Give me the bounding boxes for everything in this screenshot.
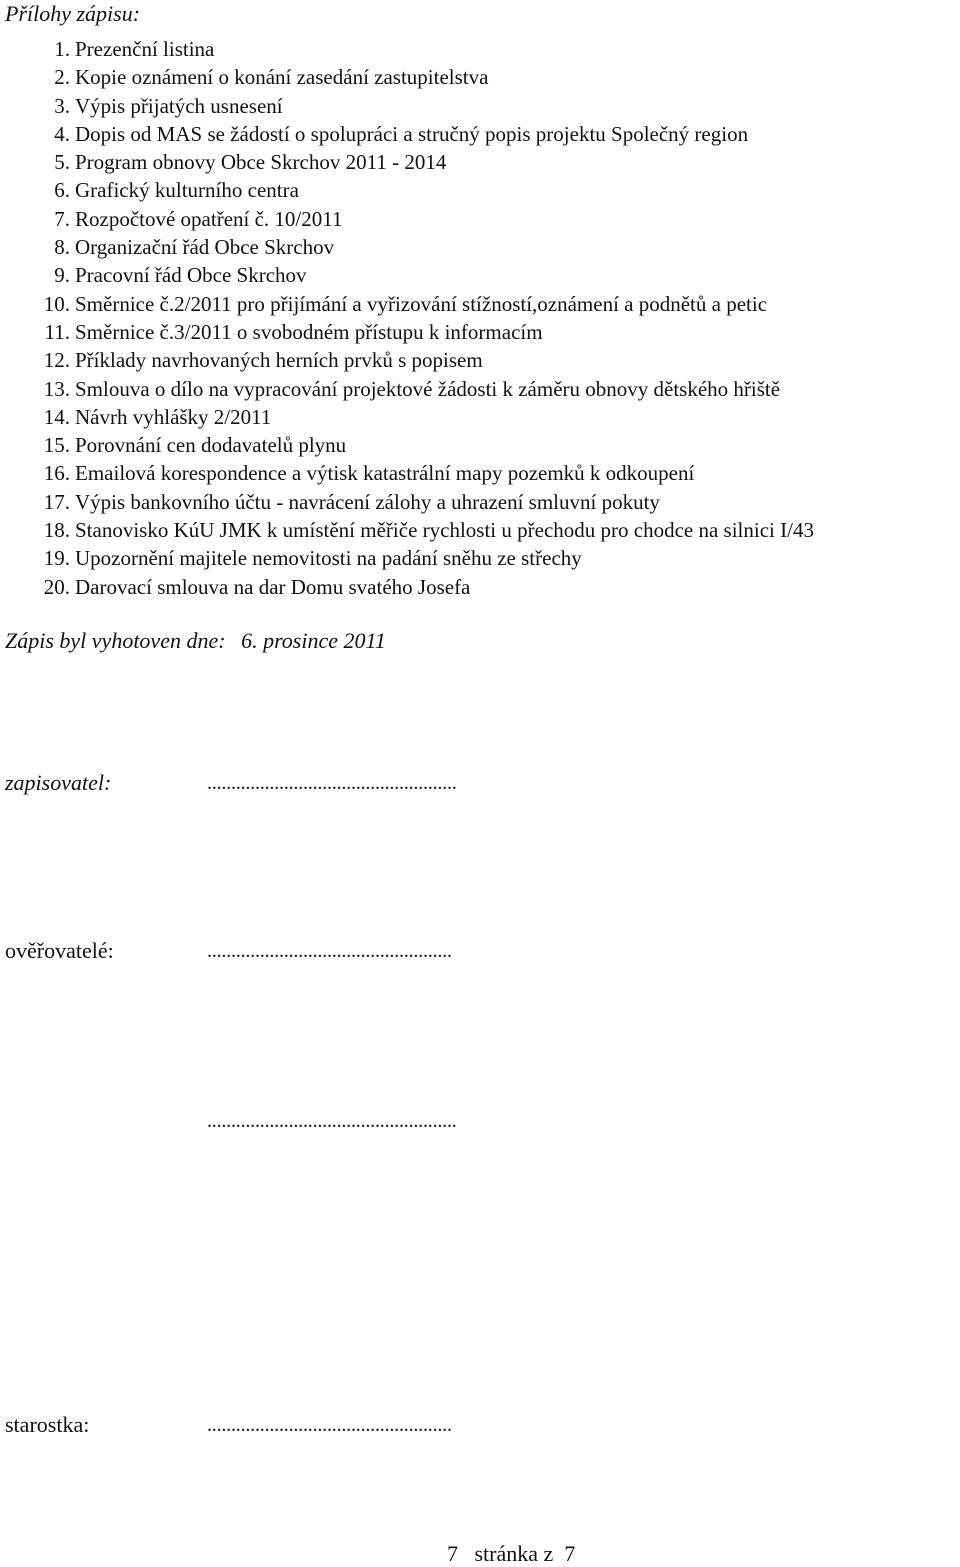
attachment-text: Pracovní řád Obce Skrchov (75, 263, 307, 288)
attachment-item (30, 261, 814, 289)
attachment-text: Prezenční listina (75, 37, 215, 61)
attachment-number: 1. (54, 37, 70, 61)
page-footer (447, 1542, 575, 1566)
attachment-number: 6. (54, 178, 70, 203)
attachment-number: 19. (43, 546, 70, 571)
attachment-number: 4. (54, 121, 70, 146)
attachment-text: Smlouva o dílo na vypracování projektové žádosti k záměru obnovy dětského hřiště (75, 376, 781, 401)
attachment-text: Rozpočtové opatření č. 10/2011 (75, 206, 343, 231)
attachment-number: 17. (43, 489, 70, 514)
recorder-signature-row (5, 769, 205, 797)
attachment-text: Grafický kulturního centra (75, 178, 299, 203)
attachment-text: Směrnice č.2/2011 pro přijímání a vyřizování stížností,oznámení a podnětů a petic (75, 291, 768, 316)
attachment-text: Emailová korespondence a výtisk katastrální mapy pozemků k odkoupení (75, 461, 695, 486)
attachment-item (30, 176, 814, 204)
attachment-number: 11. (44, 319, 70, 344)
attachment-item (30, 488, 814, 516)
attachment-item (30, 290, 814, 318)
attachment-item (30, 346, 814, 374)
attachment-item (30, 459, 814, 487)
attachment-text: Organizační řád Obce Skrchov (75, 235, 335, 260)
attachment-item (30, 516, 814, 544)
attachment-number: 14. (43, 404, 70, 429)
attachment-text: Darovací smlouva na dar Domu svatého Josefa (75, 574, 471, 599)
attachment-number: 8. (54, 235, 70, 260)
attachment-number: 3. (54, 93, 70, 118)
attachment-item (30, 92, 814, 120)
attachment-item (30, 544, 814, 572)
attachment-item (30, 375, 814, 403)
date-value: 6. prosince 2011 (241, 628, 386, 653)
attachment-number: 9. (54, 263, 70, 288)
attachment-number: 18. (43, 518, 70, 543)
date-line (5, 627, 386, 655)
recorder-label: zapisovatel: (5, 770, 112, 795)
attachment-text: Návrh vyhlášky 2/2011 (75, 404, 272, 429)
attachment-text: Výpis přijatých usnesení (75, 93, 283, 118)
date-label: Zápis byl vyhotoven dne: (5, 628, 226, 653)
attachment-item (30, 35, 814, 63)
mayor-signature-line: ................................................... (207, 1414, 452, 1436)
attachment-number: 5. (54, 150, 70, 175)
attachment-number: 15. (43, 433, 70, 458)
attachment-item (30, 431, 814, 459)
attachment-item (30, 120, 814, 148)
attachment-text: Stanovisko KúU JMK k umístění měřiče rychlosti u přechodu pro chodce na silnici I/43 (75, 518, 814, 543)
attachment-item (30, 318, 814, 346)
page-total: 7 (564, 1541, 576, 1566)
attachment-text: Program obnovy Obce Skrchov 2011 - 2014 (75, 150, 447, 175)
attachment-text: Výpis bankovního účtu - navrácení zálohy a uhrazení smluvní pokuty (75, 489, 660, 514)
attachment-number: 2. (54, 65, 70, 90)
verifier-2-signature-line: .................................................... (207, 1110, 457, 1132)
attachment-text: Porovnání cen dodavatelů plynu (75, 433, 347, 458)
attachment-text: Upozornění majitele nemovitosti na padání sněhu ze střechy (75, 546, 582, 571)
attachment-number: 13. (43, 376, 70, 401)
page-word: stránka z (474, 1541, 554, 1566)
attachment-text: Kopie oznámení o konání zasedání zastupitelstva (75, 65, 489, 90)
attachment-number: 7. (54, 206, 70, 231)
attachments-list (30, 35, 814, 601)
attachment-item (30, 233, 814, 261)
mayor-signature-row (5, 1411, 205, 1439)
attachment-text: Směrnice č.3/2011 o svobodném přístupu k informacím (75, 319, 543, 344)
attachment-item (30, 148, 814, 176)
attachment-item (30, 573, 814, 601)
attachments-heading: Přílohy zápisu: (5, 1, 141, 26)
attachment-item (30, 403, 814, 431)
attachment-item (30, 205, 814, 233)
attachment-text: Dopis od MAS se žádostí o spolupráci a stručný popis projektu Společný region (75, 121, 749, 146)
attachment-number: 20. (43, 574, 70, 599)
attachment-text: Příklady navrhovaných herních prvků s popisem (75, 348, 483, 373)
verifiers-label: ověřovatelé: (5, 938, 114, 963)
recorder-signature-line: .................................................... (207, 772, 457, 794)
verifier-1-signature-line: ................................................... (207, 940, 452, 962)
attachment-number: 10. (43, 291, 70, 316)
mayor-label: starostka: (5, 1412, 90, 1437)
attachment-number: 12. (43, 348, 70, 373)
verifiers-signature-row (5, 937, 205, 965)
attachment-item (30, 63, 814, 91)
attachment-number: 16. (43, 461, 70, 486)
page-number: 7 (447, 1541, 458, 1566)
